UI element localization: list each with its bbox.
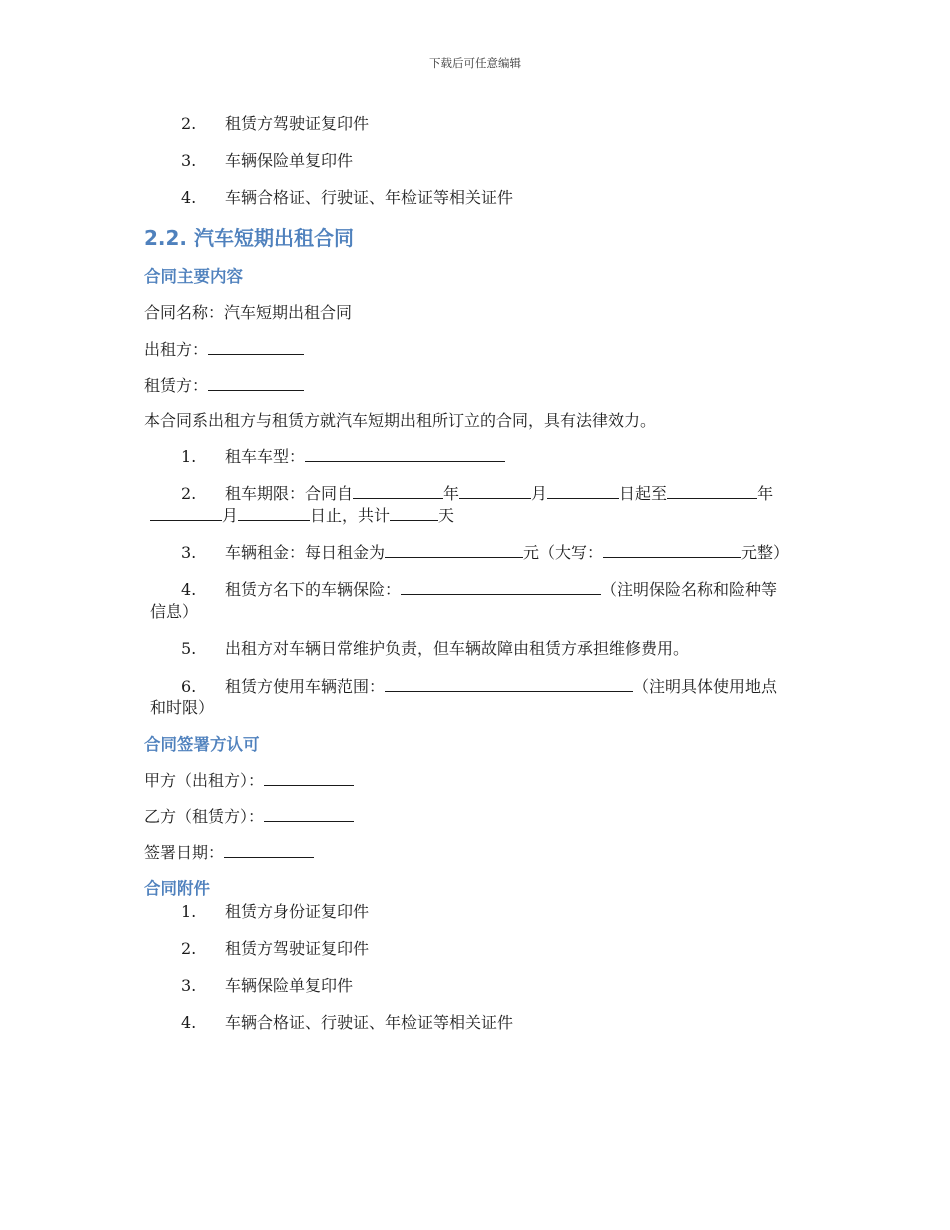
- list-number: 1.: [181, 447, 197, 466]
- lessee-blank[interactable]: [208, 375, 304, 391]
- term-label: 租车期限：合同自: [225, 484, 354, 503]
- attachments-heading: 合同附件: [144, 879, 210, 898]
- lessor-blank[interactable]: [208, 339, 304, 355]
- list-text: 租赁方驾驶证复印件: [225, 939, 370, 958]
- start-day-blank[interactable]: [547, 483, 619, 499]
- lessor-label: 出租方：: [144, 340, 209, 359]
- clause-text: [225, 483, 773, 505]
- list-number: 3.: [181, 976, 197, 995]
- sign-date-line: [144, 842, 314, 864]
- insurance-label: 租赁方名下的车辆保险：: [225, 580, 402, 599]
- party-a-line: [144, 770, 354, 792]
- day-until-text: 日起至: [619, 484, 668, 503]
- day-total-text: 日止，共计: [310, 506, 391, 525]
- clause-text: [225, 676, 777, 698]
- start-month-blank[interactable]: [459, 483, 531, 499]
- party-a-label: 甲方（出租方）：: [144, 771, 265, 790]
- party-b-line: [144, 806, 354, 828]
- days-blank[interactable]: [390, 505, 438, 521]
- list-text: 租赁方驾驶证复印件: [225, 114, 370, 133]
- list-number: 3.: [181, 543, 197, 562]
- list-number: 4.: [181, 1013, 197, 1032]
- list-text: 车辆合格证、行驶证、年检证等相关证件: [225, 188, 514, 207]
- list-number: 4.: [181, 188, 197, 207]
- list-text: 车辆合格证、行驶证、年检证等相关证件: [225, 1013, 514, 1032]
- end-month-blank[interactable]: [150, 505, 222, 521]
- car-model-label: 租车车型：: [225, 447, 306, 466]
- party-b-label: 乙方（租赁方）：: [144, 807, 265, 826]
- page-header: 下载后可任意编辑: [429, 56, 521, 70]
- main-content-heading: 合同主要内容: [144, 267, 243, 286]
- rent-label: 车辆租金：每日租金为: [225, 543, 386, 562]
- usage-note: （注明具体使用地点: [633, 677, 778, 696]
- sign-date-blank[interactable]: [224, 842, 314, 858]
- days-unit: 天: [438, 506, 455, 525]
- lessee-label: 租赁方：: [144, 376, 209, 395]
- signing-heading: 合同签署方认可: [144, 735, 260, 754]
- list-text: 车辆保险单复印件: [225, 976, 354, 995]
- clause-text: [225, 579, 777, 601]
- rent-uppercase-label: 元（大写：: [523, 543, 604, 562]
- start-year-blank[interactable]: [353, 483, 443, 499]
- usage-blank[interactable]: [385, 676, 633, 692]
- list-number: 2.: [181, 939, 197, 958]
- clause-text: [225, 446, 505, 468]
- year-unit: 年: [443, 484, 460, 503]
- list-number: 5.: [181, 639, 197, 658]
- list-number: 1.: [181, 902, 197, 921]
- list-text: 车辆保险单复印件: [225, 151, 354, 170]
- list-number: 3.: [181, 151, 197, 170]
- lessee-line: [144, 375, 304, 397]
- list-number: 4.: [181, 580, 197, 599]
- usage-label: 租赁方使用车辆范围：: [225, 677, 386, 696]
- rent-uppercase-blank[interactable]: [603, 542, 741, 558]
- clause-text: 出租方对车辆日常维护负责，但车辆故障由租赁方承担维修费用。: [225, 639, 690, 658]
- clause-item-4-continued: 信息）: [150, 602, 199, 621]
- rent-suffix: 元整）: [741, 543, 790, 562]
- list-number: 6.: [181, 677, 197, 696]
- clause-item-6-continued: 和时限）: [150, 698, 215, 717]
- end-day-blank[interactable]: [238, 505, 310, 521]
- section-heading: 2.2. 汽车短期出租合同: [144, 226, 354, 250]
- month-unit: 月: [222, 506, 239, 525]
- daily-rent-blank[interactable]: [385, 542, 523, 558]
- list-number: 2.: [181, 114, 197, 133]
- contract-intro: 本合同系出租方与租赁方就汽车短期出租所订立的合同，具有法律效力。: [144, 411, 657, 430]
- car-model-blank[interactable]: [305, 446, 505, 462]
- end-year-blank[interactable]: [667, 483, 757, 499]
- contract-name-line: 合同名称：汽车短期出租合同: [144, 303, 353, 322]
- lessor-line: [144, 339, 304, 361]
- list-number: 2.: [181, 484, 197, 503]
- list-text: 租赁方身份证复印件: [225, 902, 370, 921]
- year-unit: 年: [757, 484, 774, 503]
- insurance-note: （注明保险名称和险种等: [601, 580, 778, 599]
- sign-date-label: 签署日期：: [144, 843, 225, 862]
- month-unit: 月: [531, 484, 548, 503]
- party-b-blank[interactable]: [264, 806, 354, 822]
- clause-item-2-continued: [150, 505, 454, 527]
- clause-text: [225, 542, 789, 564]
- insurance-blank[interactable]: [401, 579, 601, 595]
- party-a-blank[interactable]: [264, 770, 354, 786]
